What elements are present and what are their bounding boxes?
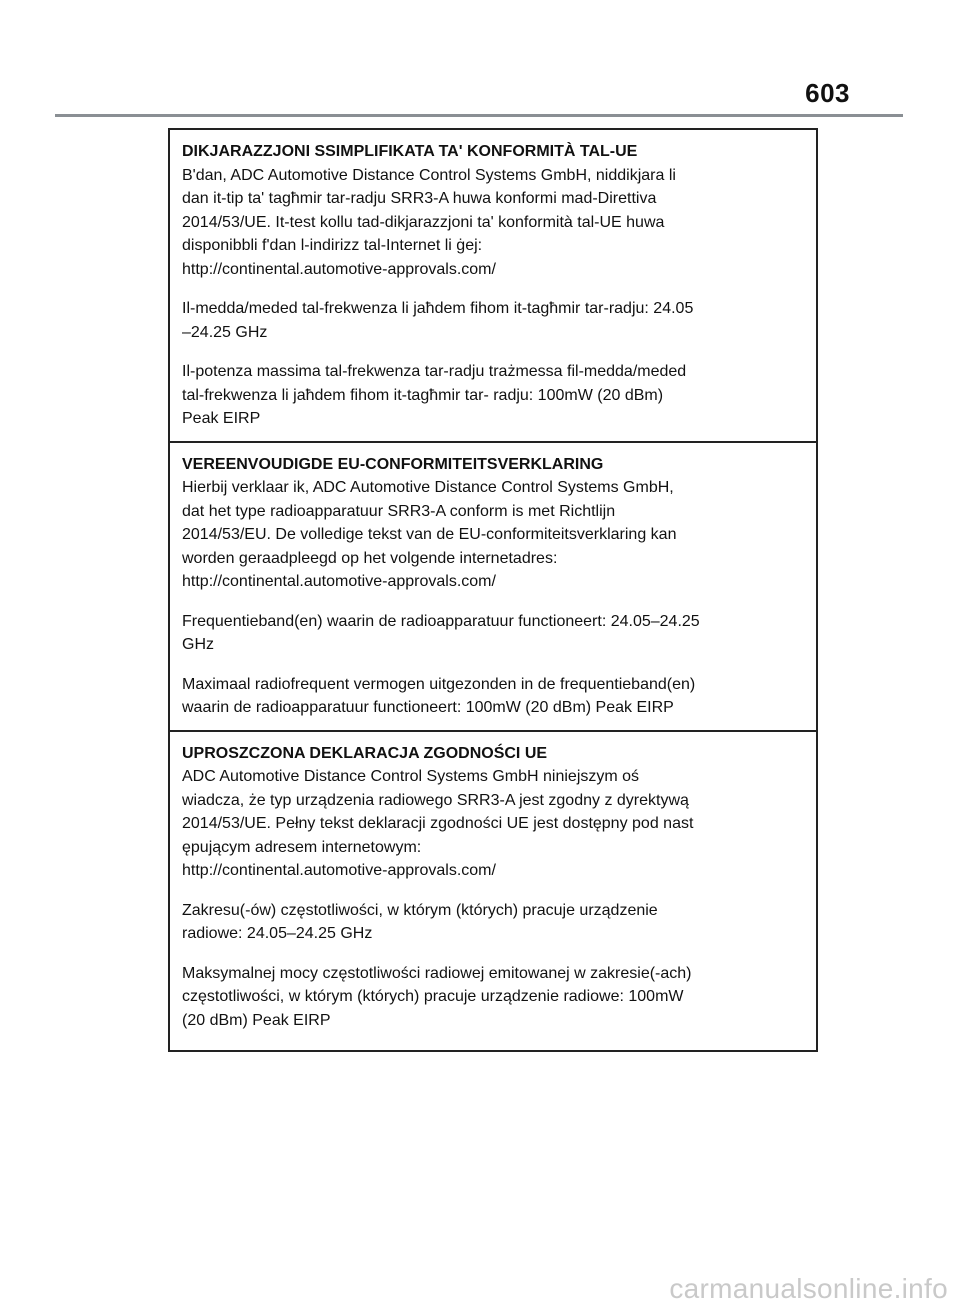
paragraph: [182, 765, 806, 883]
text-line: waarin de radioapparatuur functioneert: 100mW (20 dBm) Peak EIRP: [182, 699, 674, 716]
text-line: dan it-tip ta' tagħmir tar-radju SRR3-A huwa konformi mad-Direttiva: [182, 190, 657, 207]
text-line: GHz: [182, 636, 214, 653]
paragraph: [182, 899, 806, 946]
text-line: radiowe: 24.05–24.25 GHz: [182, 925, 373, 942]
text-line: http://continental.automotive-approvals.com/: [182, 862, 496, 879]
text-line: Frequentieband(en) waarin de radioapparatuur functioneert: 24.05–24.25: [182, 612, 700, 630]
text-line: Maksymalnej mocy częstotliwości radiowej emitowanej w zakresie(-ach): [182, 964, 692, 982]
watermark: carmanualsonline.info: [669, 1273, 948, 1304]
paragraph: [182, 610, 806, 657]
paragraph: [182, 360, 806, 431]
text-line: Hierbij verklaar ik, ADC Automotive Distance Control Systems GmbH,: [182, 479, 674, 496]
text-line: wiadcza, że typ urządzenia radiowego SRR3-A jest zgodny z dyrektywą: [182, 791, 689, 809]
paragraph: [182, 962, 806, 1033]
text-line: częstotliwości, w którym (których) pracuje urządzenie radiowe: 100mW: [182, 988, 684, 1005]
text-line: 2014/53/UE. Pełny tekst deklaracji zgodności UE jest dostępny pod nast: [182, 815, 694, 832]
text-line: Zakresu(-ów) częstotliwości, w którym (których) pracuje urządzenie: [182, 901, 658, 919]
text-line: http://continental.automotive-approvals.com/: [182, 573, 496, 590]
text-line: disponibbli f'dan l-indirizz tal-Internet li ġej:: [182, 237, 483, 254]
paragraph: [182, 164, 806, 282]
text-line: ADC Automotive Distance Control Systems GmbH niniejszym oś: [182, 768, 640, 785]
text-line: Peak EIRP: [182, 410, 261, 427]
declaration-block-dutch: [170, 443, 816, 732]
header-rule: [55, 114, 903, 117]
text-line: Maximaal radiofrequent vermogen uitgezonden in de frequentieband(en): [182, 675, 696, 693]
text-line: tal-frekwenza li jaħdem fihom it-tagħmir tar- radju: 100mW (20 dBm): [182, 386, 664, 404]
block-title: UPROSZCZONA DEKLARACJA ZGODNOŚCI UE: [182, 744, 548, 762]
text-line: worden geraadpleegd op het volgende internetadres:: [182, 549, 558, 567]
text-line: http://continental.automotive-approvals.com/: [182, 260, 496, 278]
declaration-block-maltese: [170, 130, 816, 443]
text-line: 2014/53/UE. It-test kollu tad-dikjarazzjoni ta' konformità tal-UE huwa: [182, 213, 665, 231]
text-line: 2014/53/EU. De volledige tekst van de EU-conformiteitsverklaring kan: [182, 526, 677, 543]
paragraph: [182, 297, 806, 344]
text-line: ępującym adresem internetowym:: [182, 838, 422, 856]
block-title: VEREENVOUDIGDE EU-CONFORMITEITSVERKLARING: [182, 455, 604, 473]
paragraph: [182, 673, 806, 720]
text-line: Il-medda/meded tal-frekwenza li jaħdem fihom it-tagħmir tar-radju: 24.05: [182, 300, 694, 317]
declaration-block-polish: [170, 732, 816, 1051]
page-number: 603: [805, 78, 850, 108]
block-title: DIKJARAZZJONI SSIMPLIFIKATA TA' KONFORMITÀ TAL-UE: [182, 143, 638, 160]
declarations-table: [168, 128, 818, 1052]
text-line: B'dan, ADC Automotive Distance Control Systems GmbH, niddikjara li: [182, 166, 676, 184]
text-line: dat het type radioapparatuur SRR3-A conform is met Richtlijn: [182, 502, 616, 520]
paragraph: [182, 476, 806, 594]
text-line: (20 dBm) Peak EIRP: [182, 1011, 331, 1029]
text-line: Il-potenza massima tal-frekwenza tar-radju trażmessa fil-medda/meded: [182, 363, 687, 380]
text-line: –24.25 GHz: [182, 323, 268, 341]
